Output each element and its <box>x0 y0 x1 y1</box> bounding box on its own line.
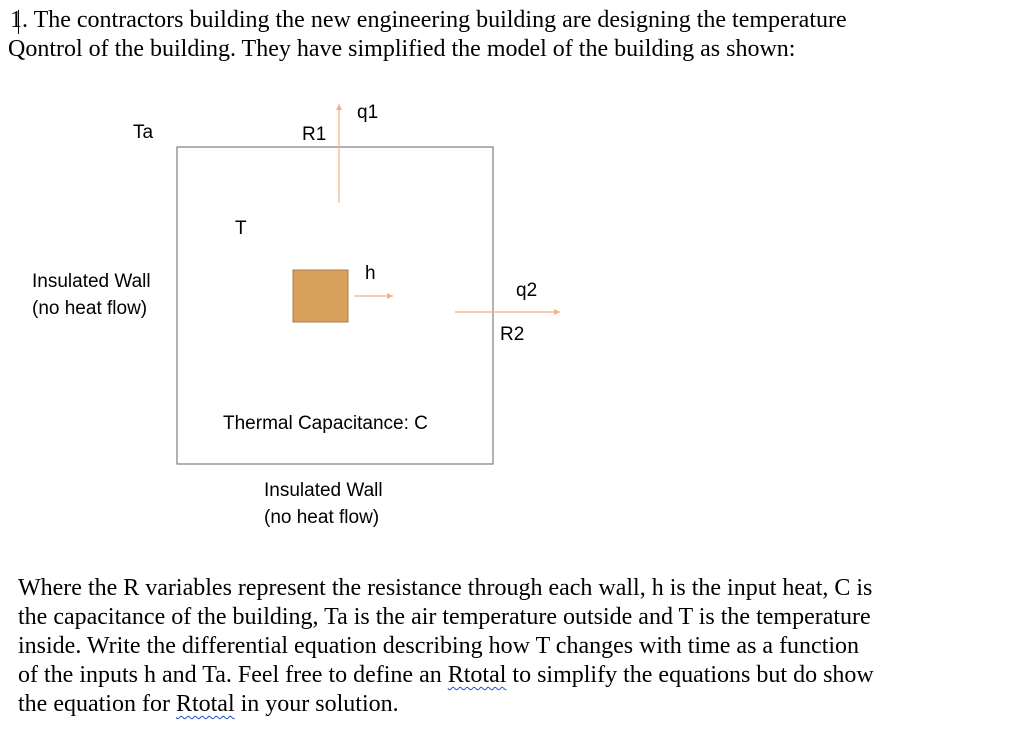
left-wall-label-line-2: (no heat flow) <box>32 298 148 319</box>
problem-number: 1 <box>10 7 22 33</box>
paragraph-line-4 <box>18 661 978 690</box>
heater-block <box>293 270 348 322</box>
paragraph-line-5-start: the equation for <box>18 691 176 717</box>
capacitance-label: Thermal Capacitance: C <box>223 413 428 434</box>
q2-label: q2 <box>516 280 538 301</box>
q1-label: q1 <box>357 102 379 123</box>
paragraph-line-5 <box>18 690 978 719</box>
rtotal-term: Rtotal <box>447 662 507 688</box>
h-label: h <box>365 263 376 284</box>
problem-line-2-text: ontrol of the building. They have simplified the model of the building as shown: <box>25 36 796 62</box>
problem-line-1-text: . The contractors building the new engineering building are designing the temperature <box>22 7 847 33</box>
t-label: T <box>235 218 247 239</box>
problem-line-2-first-letter: Q <box>8 36 26 62</box>
paragraph-line-5-end: in your solution. <box>234 691 399 717</box>
paragraph-line-3: inside. Write the differential equation describing how T changes with time as a function <box>18 633 860 659</box>
paragraph-line-2: the capacitance of the building, Ta is the air temperature outside and T is the temperature <box>18 604 871 630</box>
r2-label: R2 <box>500 324 525 345</box>
paragraph-line-4-end: to simplify the equations but do show <box>506 662 874 688</box>
paragraph-line-4-start: of the inputs h and Ta. Feel free to define an <box>18 662 448 688</box>
ta-label: Ta <box>133 122 154 143</box>
rtotal-term: Rtotal <box>175 691 235 717</box>
r1-label: R1 <box>302 124 327 145</box>
left-wall-label-line-1: Insulated Wall <box>32 271 151 292</box>
bottom-wall-label-line-2: (no heat flow) <box>264 507 380 528</box>
paragraph-line-1: Where the R variables represent the resistance through each wall, h is the input heat, C is <box>18 575 873 601</box>
description-paragraph <box>18 574 978 719</box>
bottom-wall-label-line-1: Insulated Wall <box>264 480 383 501</box>
